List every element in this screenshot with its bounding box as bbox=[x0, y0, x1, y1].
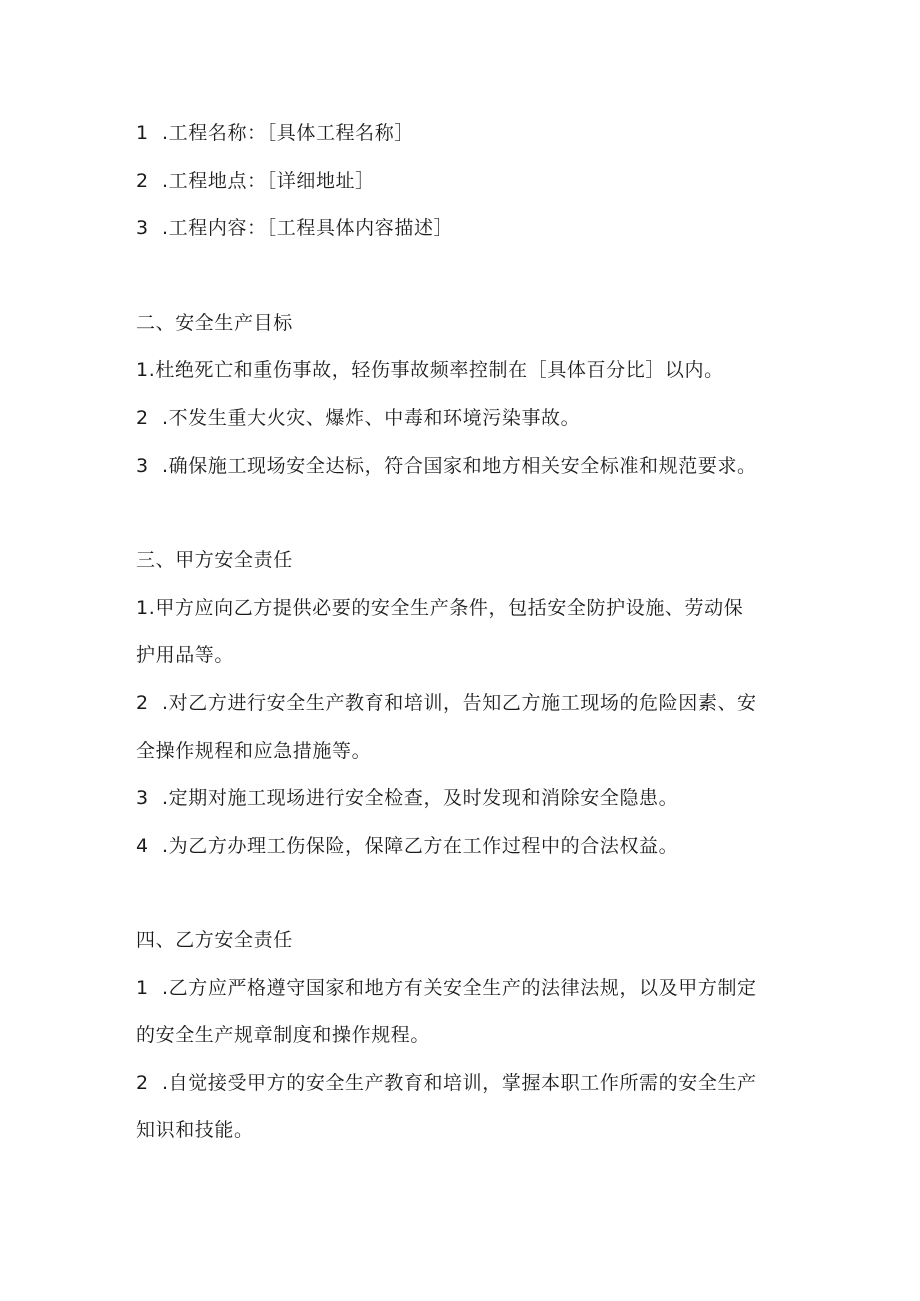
party-a-item-3 bbox=[136, 785, 678, 811]
party-a-item-1-line-2: 护用品等。 bbox=[136, 644, 235, 666]
list-number: 3 bbox=[136, 787, 149, 809]
list-number: 3 bbox=[136, 217, 149, 239]
party-b-item-1-line-1 bbox=[136, 975, 757, 1001]
party-b-item-2-line-1 bbox=[136, 1070, 757, 1096]
list-item-text: .确保施工现场安全达标，符合国家和地方相关安全标准和规范要求。 bbox=[162, 455, 757, 477]
section-heading-party-a: 三、甲方安全责任 bbox=[136, 549, 293, 571]
list-number: 2 bbox=[136, 407, 149, 429]
list-number: 1 bbox=[136, 122, 149, 144]
list-item-text: .工程名称：［具体工程名称］ bbox=[162, 122, 414, 144]
goal-item-2 bbox=[136, 405, 580, 431]
list-number: 4 bbox=[136, 835, 149, 857]
party-b-item-2-line-2: 知识和技能。 bbox=[136, 1119, 254, 1141]
list-number: 3 bbox=[136, 455, 149, 477]
section-heading-safety-goals: 二、安全生产目标 bbox=[136, 312, 293, 334]
party-b-item-1-line-2: 的安全生产规章制度和操作规程。 bbox=[136, 1024, 431, 1046]
list-number: 2 bbox=[136, 170, 149, 192]
list-item-text: .不发生重大火灾、爆炸、中毒和环境污染事故。 bbox=[162, 407, 581, 429]
party-a-item-1-line-1: 1.甲方应向乙方提供必要的安全生产条件，包括安全防护设施、劳动保 bbox=[136, 597, 744, 619]
list-number: 2 bbox=[136, 692, 149, 714]
section-heading-party-b: 四、乙方安全责任 bbox=[136, 929, 293, 951]
party-a-item-2-line-1 bbox=[136, 690, 757, 716]
project-location-line bbox=[136, 168, 375, 194]
list-item-text: .对乙方进行安全生产教育和培训，告知乙方施工现场的危险因素、安 bbox=[162, 692, 757, 714]
list-number: 2 bbox=[136, 1072, 149, 1094]
list-number: 1 bbox=[136, 977, 149, 999]
goal-item-1: 1.杜绝死亡和重伤事故，轻伤事故频率控制在［具体百分比］以内。 bbox=[136, 359, 724, 381]
list-item-text: .为乙方办理工伤保险，保障乙方在工作过程中的合法权益。 bbox=[162, 835, 679, 857]
list-item-text: .自觉接受甲方的安全生产教育和培训，掌握本职工作所需的安全生产 bbox=[162, 1072, 757, 1094]
list-item-text: .乙方应严格遵守国家和地方有关安全生产的法律法规，以及甲方制定 bbox=[162, 977, 757, 999]
project-name-line bbox=[136, 120, 414, 146]
party-a-item-4 bbox=[136, 833, 678, 859]
list-item-text: .工程地点：［详细地址］ bbox=[162, 170, 375, 192]
list-item-text: .工程内容：［工程具体内容描述］ bbox=[162, 217, 454, 239]
party-a-item-2-line-2: 全操作规程和应急措施等。 bbox=[136, 740, 372, 762]
project-content-line bbox=[136, 215, 453, 241]
list-item-text: .定期对施工现场进行安全检查，及时发现和消除安全隐患。 bbox=[162, 787, 679, 809]
goal-item-3 bbox=[136, 453, 757, 479]
